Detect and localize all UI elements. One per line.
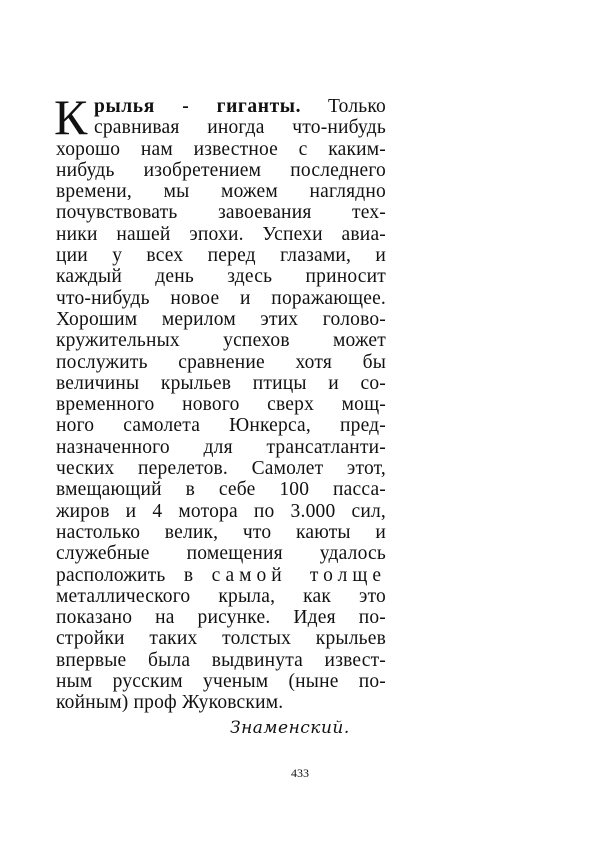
text-line: Хорошим мерилом этих голово- — [56, 308, 386, 330]
heading-line — [56, 96, 386, 117]
text-line: кружительных успехов может — [56, 330, 386, 352]
text-line: настолько велик, что каюты и — [56, 521, 386, 543]
drop-cap: К — [54, 89, 88, 145]
text-line: величины крыльев птицы и со- — [56, 372, 386, 394]
author-signature: Знаменский. — [230, 718, 350, 738]
heading-tail: Только — [328, 96, 387, 117]
text-line: назначенного для трансатланти- — [56, 436, 386, 458]
text-line: каждый день здесь приносит — [56, 266, 386, 288]
text-line: времени, мы можем наглядно — [56, 181, 386, 203]
text-line: стройки таких толстых крыльев — [56, 628, 386, 650]
text-line-last: койным) проф Жуковским. — [56, 692, 284, 714]
text-line: почувствовать завоевания тех- — [56, 202, 386, 224]
text-line: ного самолета Юнкерса, пред- — [56, 415, 386, 437]
text-line: жиров и 4 мотора по 3.000 сил, — [56, 500, 386, 522]
page-number: 433 — [291, 766, 309, 780]
text-line: ники нашей эпохи. Успехи авиа- — [56, 223, 386, 245]
text-line: ческих перелетов. Самолет этот, — [56, 458, 386, 480]
text-line: нибудь изобретением последнего — [56, 159, 386, 181]
text-line: показано на рисунке. Идея по- — [56, 607, 386, 629]
line-start: расположить в — [56, 564, 194, 586]
text-line: служебные помещения удалось — [56, 543, 386, 565]
text-line: что-нибудь новое и поражающее. — [56, 287, 386, 309]
text-line: металлического крыла, как это — [56, 585, 386, 607]
text-line: ции у всех перед глазами, и — [56, 245, 386, 267]
text-line-spaced — [56, 565, 386, 586]
article-text — [54, 89, 387, 714]
text-line: впервые была выдвинута извест- — [56, 649, 386, 671]
article-heading: рылья - гиганты. — [94, 96, 302, 117]
text-line: ным русским ученым (ныне по- — [56, 671, 386, 693]
text-line: хорошо нам известное с каким- — [56, 138, 386, 160]
text-line: вмещающий в себе 100 пасса- — [56, 479, 386, 501]
spaced-phrase: самой толще — [211, 564, 387, 586]
text-line: временного нового сверх мощ- — [56, 394, 386, 416]
text-line: сравнивая иногда что-нибудь — [94, 117, 386, 139]
text-line: послужить сравнение хотя бы — [56, 351, 386, 373]
